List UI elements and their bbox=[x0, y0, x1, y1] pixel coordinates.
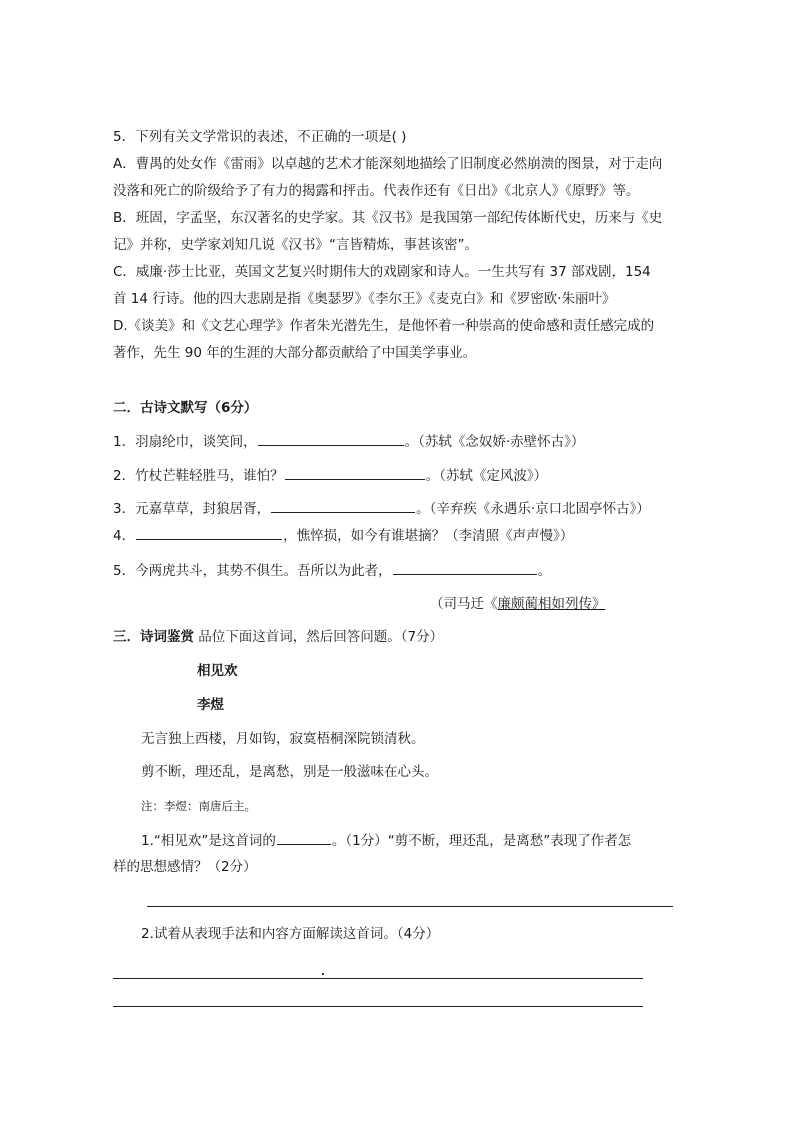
q5-option-d-line2: 著作，先生 90 年的生涯的大部分都贡献给了中国美学事业。 bbox=[113, 345, 477, 361]
answer-blank-5[interactable] bbox=[393, 560, 537, 575]
recitation-item-1-prefix: 1．羽扇纶巾，谈笑间， bbox=[113, 434, 257, 450]
recitation-item-3 bbox=[113, 498, 650, 519]
recitation-item-5-prefix: 5．今两虎共斗，其势不俱生。吾所以为此者， bbox=[113, 563, 392, 579]
question-1-suffix: 。（1分）“剪不断，理还乱，是离愁”表现了作者怎 bbox=[331, 833, 632, 849]
q5-stem: 5．下列有关文学常识的表述，不正确的一项是( ) bbox=[113, 129, 407, 145]
recitation-item-2 bbox=[113, 465, 547, 486]
recitation-item-1 bbox=[113, 431, 584, 452]
answer-blank-2[interactable] bbox=[285, 465, 425, 480]
recitation-source bbox=[430, 594, 606, 614]
answer-blank-poem-type[interactable] bbox=[277, 830, 331, 845]
recitation-item-3-suffix: 。（辛弃疾《永遇乐·京口北固亭怀古》） bbox=[416, 501, 650, 517]
q5-option-d-line1: D.《谈美》和《文艺心理学》作者朱光潜先生，是他怀着一种崇高的使命感和责任感完成的 bbox=[113, 318, 655, 334]
poem-author: 李煜 bbox=[197, 697, 224, 713]
q5-option-b-line1: B．班固，字孟坚，东汉著名的史学家。其《汉书》是我国第一部纪传体断代史，历来与《史 bbox=[113, 210, 663, 226]
q5-option-a-line1: A．曹禺的处女作《雷雨》以卓越的艺术才能深刻地描绘了旧制度必然崩溃的图景，对于走向 bbox=[113, 156, 663, 172]
answer-blank-3[interactable] bbox=[271, 498, 415, 513]
poem-title: 相见欢 bbox=[197, 663, 238, 679]
appreciation-question-1 bbox=[141, 830, 631, 851]
stray-dot bbox=[322, 973, 324, 975]
section2-heading: 二．古诗文默写（6分） bbox=[113, 400, 258, 416]
recitation-item-2-suffix: 。（苏轼《定风波》） bbox=[425, 468, 548, 484]
recitation-item-5 bbox=[113, 560, 551, 581]
q5-option-c-line1: C．威廉·莎士比亚，英国文艺复兴时期伟大的戏剧家和诗人。一生共写有 37 部戏剧，154 bbox=[113, 264, 651, 280]
source-title: 廉颇蔺相如列传》 bbox=[497, 596, 606, 612]
recitation-item-5-suffix: 。 bbox=[537, 563, 552, 579]
section3-heading bbox=[113, 627, 443, 647]
question-1-prefix: 1.“相见欢”是这首词的 bbox=[141, 833, 276, 849]
recitation-item-4-prefix: 4． bbox=[113, 528, 136, 544]
poem-line-1: 无言独上西楼，月如钩，寂寞梧桐深院锁清秋。 bbox=[141, 731, 425, 747]
q5-option-a-line2: 没落和死亡的阶级给予了有力的揭露和抨击。代表作还有《日出》《北京人》《原野》等。 bbox=[113, 183, 640, 199]
appreciation-question-1-line2: 样的思想感情？（2分） bbox=[113, 859, 257, 875]
recitation-item-4-suffix: ，憔悴损，如今有谁堪摘？（李清照《声声慢》） bbox=[283, 528, 574, 544]
source-prefix: （司马迁《 bbox=[430, 596, 498, 612]
answer-line-q2-2[interactable] bbox=[113, 1006, 643, 1007]
answer-blank-4[interactable] bbox=[136, 525, 282, 540]
recitation-item-3-prefix: 3．元嘉草草，封狼居胥， bbox=[113, 501, 271, 517]
q5-option-c-line2: 首 14 行诗。他的四大悲剧是指《奥瑟罗》《李尔王》《麦克白》和《罗密欧·朱丽叶》 bbox=[113, 291, 616, 307]
recitation-item-4 bbox=[113, 525, 573, 546]
section3-heading-instruction: 品位下面这首词，然后回答问题。（7分） bbox=[194, 629, 444, 645]
poem-note: 注：李煜：南唐后主。 bbox=[141, 799, 256, 813]
recitation-item-1-suffix: 。（苏轼《念奴娇·赤壁怀古》） bbox=[404, 434, 585, 450]
section3-heading-title: 三．诗词鉴赏 bbox=[113, 629, 194, 645]
answer-blank-1[interactable] bbox=[258, 431, 404, 446]
answer-line-q1[interactable] bbox=[147, 906, 673, 907]
appreciation-question-2: 2.试着从表现手法和内容方面解读这首词。（4分） bbox=[141, 926, 440, 942]
answer-line-q2-1[interactable] bbox=[113, 978, 643, 979]
poem-line-2: 剪不断，理还乱，是离愁，别是一般滋味在心头。 bbox=[141, 764, 438, 780]
recitation-item-2-prefix: 2．竹杖芒鞋轻胜马，谁怕？ bbox=[113, 468, 284, 484]
q5-option-b-line2: 记》并称，史学家刘知几说《汉书》“言皆精炼，事甚该密”。 bbox=[113, 237, 478, 253]
